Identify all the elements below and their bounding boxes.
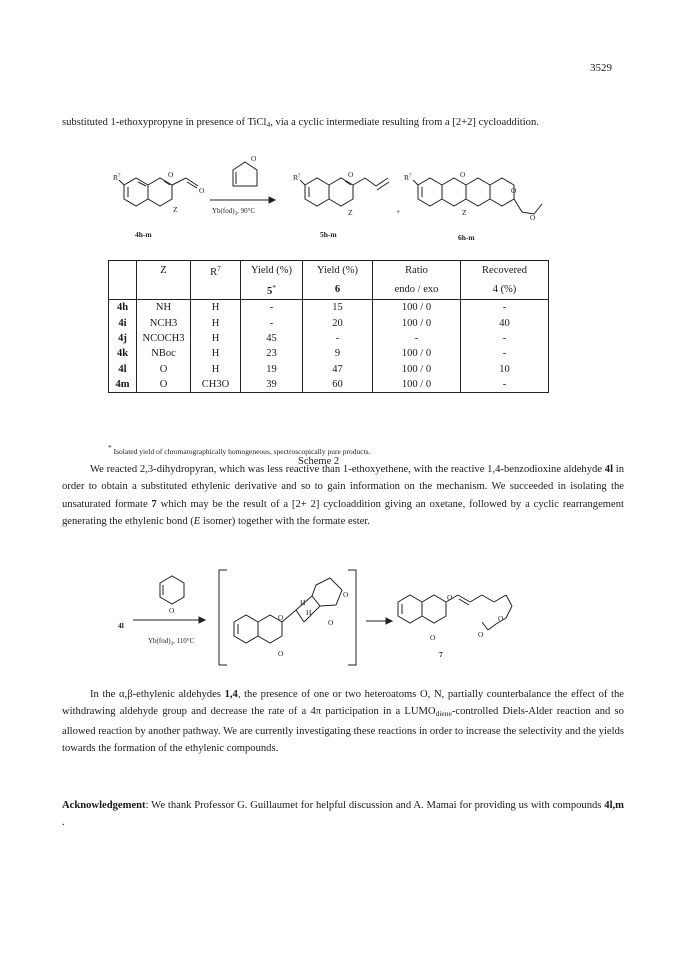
body-paragraph-3: In the α,β-ethylenic aldehydes 1,4, the presence of one or two heteroatoms O, N, partially counterbalance the effect of the withdrawing aldehyde group and decrease the rate of a 4π participation in a $LUMO_{diene}$-controlled Diels-Alder reaction and so allowed reaction by another pathway. We are currently investigating these reactions in order to increase the selectivity and the yields towards the formation of the ethylenic compounds. bbox=[62, 689, 625, 755]
structure-6h-m bbox=[413, 178, 542, 214]
svg-text:7: 7 bbox=[409, 174, 412, 179]
table-row: 4k NBoc H 23 9 100 / 0 - bbox=[109, 346, 549, 361]
svg-text:O: O bbox=[199, 186, 205, 195]
table-row: 4j NCOCH3 H 45 - - - bbox=[109, 331, 549, 346]
structure-5h-m bbox=[300, 178, 389, 206]
svg-text:H: H bbox=[300, 598, 306, 607]
svg-text:R: R bbox=[293, 173, 299, 182]
scheme2-condition: $Yb(fod)_3$, 90°C bbox=[212, 207, 256, 217]
svg-text:O: O bbox=[478, 630, 484, 639]
table-header-row: Z $R^7$ Yield (%) Yield (%) Ratio Recovered bbox=[109, 261, 549, 281]
svg-text:R: R bbox=[404, 173, 410, 182]
svg-text:O: O bbox=[328, 618, 334, 627]
svg-text:Z: Z bbox=[348, 208, 353, 217]
svg-text:H: H bbox=[306, 608, 312, 617]
acknowledgement-paragraph: Acknowledgement: We thank Professor G. Guillaumet for helpful discussion and A. Mamai for providing us with compounds 4l,m . bbox=[62, 800, 624, 829]
svg-text:7: 7 bbox=[118, 174, 121, 179]
label-7: 7 bbox=[439, 650, 443, 659]
table-row: 4l O H 19 47 100 / 0 10 bbox=[109, 362, 549, 377]
page-number: 3529 bbox=[590, 62, 612, 74]
label-5h-m: 5h-m bbox=[320, 230, 337, 239]
scheme-3-drawing bbox=[0, 555, 683, 675]
label-6h-m: 6h-m bbox=[458, 233, 475, 242]
scheme3-condition: $Yb(fod)_3$, 110°C bbox=[148, 637, 195, 647]
svg-text:O: O bbox=[168, 170, 174, 179]
table-row: 4m O CH3O 39 60 100 / 0 - bbox=[109, 377, 549, 393]
table-footnote: * Isolated yield of chromatographically homogeneous, spectroscopically pure products. bbox=[108, 443, 371, 456]
structure-4h-m bbox=[119, 178, 198, 206]
svg-text:Z: Z bbox=[462, 208, 467, 217]
svg-text:O: O bbox=[447, 593, 453, 602]
svg-text:7: 7 bbox=[298, 174, 301, 179]
intro-paragraph: substituted 1-ethoxypropyne in presence of TiCl$_4$, via a cyclic intermediate resulting from a [2+2] cycloaddition. bbox=[62, 117, 539, 129]
svg-text:O: O bbox=[169, 606, 175, 615]
svg-text:O: O bbox=[251, 154, 257, 163]
svg-text:Z: Z bbox=[173, 205, 178, 214]
svg-text:O: O bbox=[348, 170, 354, 179]
table-row: 4i NCH3 H - 20 100 / 0 40 bbox=[109, 315, 549, 330]
svg-text:O: O bbox=[498, 614, 504, 623]
label-4l: 4l bbox=[118, 621, 124, 630]
label-4h-m: 4h-m bbox=[135, 230, 152, 239]
svg-text:+: + bbox=[396, 207, 401, 216]
svg-text:O: O bbox=[530, 213, 536, 222]
table-header-row: 5* 6 endo / exo 4 (%) bbox=[109, 280, 549, 300]
yield-table bbox=[108, 260, 549, 393]
scheme-2-drawing bbox=[0, 0, 683, 260]
svg-text:O: O bbox=[430, 633, 436, 642]
table-row: 4h NH H - 15 100 / 0 - bbox=[109, 300, 549, 316]
r7-label-start: R bbox=[113, 173, 119, 182]
svg-text:O: O bbox=[511, 186, 517, 195]
structure-dihydropyran bbox=[210, 162, 275, 203]
body-paragraph-2: We reacted 2,3-dihydropyran, which was less reactive than 1-ethoxyethene, with the reactive 1,4-benzodioxine aldehyde 4l in order to obtain a substituted ethylenic derivative and so to gain information on the mechanism. We succeeded in isolating the unsaturated formate 7 which may be the result of a [2+ 2] cycloaddition giving an oxetane, followed by a cyclic rearrangement generating the ethylenic bond (E isomer) together with the formate ester. bbox=[62, 464, 625, 528]
svg-text:O: O bbox=[278, 613, 284, 622]
svg-text:O: O bbox=[343, 590, 349, 599]
svg-text:O: O bbox=[278, 649, 284, 658]
svg-text:O: O bbox=[460, 170, 466, 179]
